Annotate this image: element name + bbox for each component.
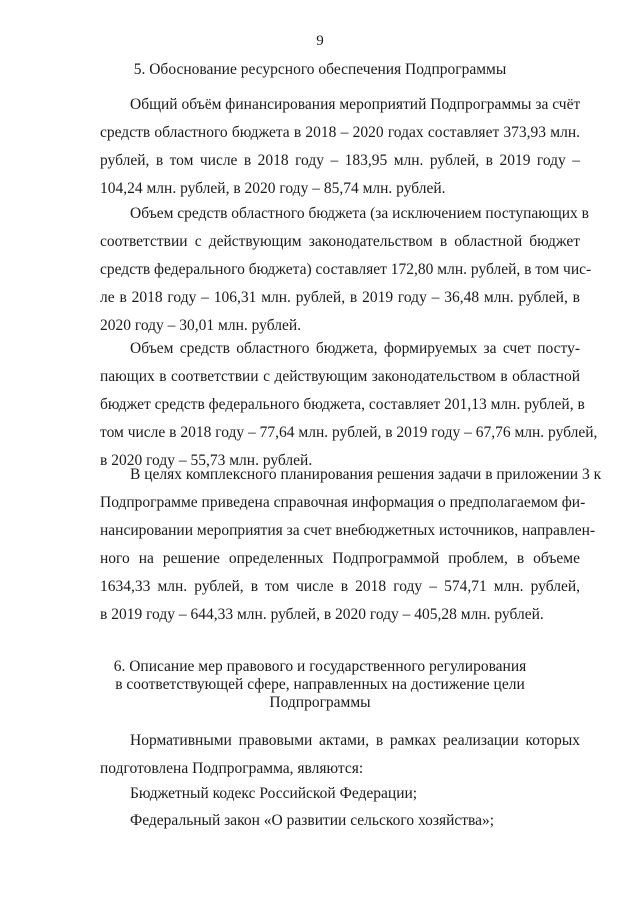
heading-line: Подпрограммы [269,694,371,711]
section-5-heading: 5. Обоснование ресурсного обеспечения Подпрограммы [133,61,507,78]
paragraph-line: 1634,33 млн. рублей, в том числе в 2018 году – 574,71 млн. рублей, [100,578,580,595]
paragraph-line: рублей, в том числе в 2018 году – 183,95 млн. рублей, в 2019 году – [100,152,580,169]
section-6-heading [0,658,640,712]
page-number: 9 [316,33,324,49]
paragraph-line: в 2019 году – 644,33 млн. рублей, в 2020 году – 405,28 млн. рублей. [100,606,544,623]
paragraph-line: средств федерального бюджета) составляет 172,80 млн. рублей, в том чис- [100,261,592,278]
paragraph-line: Подпрограмме приведена справочная информация о предполагаемом фи- [100,494,586,511]
paragraph-line: Общий объём финансирования мероприятий Подпрограммы за счёт [130,96,581,113]
heading-line: в соответствующей сфере, направленных на достижение цели [115,676,525,693]
section-5-paragraph-1 [100,91,580,203]
section-5-paragraph-3 [100,335,598,475]
paragraph-line: Объем средств областного бюджета (за исключением поступающих в [130,205,589,222]
paragraph-line: 2020 году – 30,01 млн. рублей. [100,317,302,334]
section-6-paragraph-3 [100,807,580,835]
heading-line: 6. Описание мер правового и государственного регулирования [113,658,527,675]
paragraph-line: В целях комплексного планирования решения задачи в приложении 3 к [130,466,602,483]
paragraph-line: пающих в соответствии с действующим законодательством в областной [100,368,580,385]
paragraph-line: Бюджетный кодекс Российской Федерации; [130,785,418,802]
paragraph-line: соответствии с действующим законодательством в областной бюджет [100,233,580,250]
paragraph-line: Федеральный закон «О развитии сельского хозяйства»; [130,812,495,829]
paragraph-line: 104,24 млн. рублей, в 2020 году – 85,74 млн. рублей. [100,180,446,197]
paragraph-line: ного на решение определенных Подпрограммой проблем, в объеме [100,550,580,567]
section-5-paragraph-2 [100,200,592,340]
paragraph-line: Нормативными правовыми актами, в рамках реализации которых [130,732,580,749]
paragraph-line: бюджет средств федерального бюджета, составляет 201,13 млн. рублей, в [100,396,585,413]
paragraph-line: средств областного бюджета в 2018 – 2020 годах составляет 373,93 млн. [100,124,580,141]
section-5-paragraph-4 [100,461,602,629]
paragraph-line: Объем средств областного бюджета, формируемых за счет посту- [130,340,580,357]
paragraph-line: том числе в 2018 году – 77,64 млн. рублей, в 2019 году – 67,76 млн. рублей, [100,424,598,441]
paragraph-line: подготовлена Подпрограмма, являются: [100,760,364,777]
section-6-paragraph-1 [100,727,580,783]
section-6-paragraph-2 [100,780,580,808]
paragraph-line: в 2020 году – 55,73 млн. рублей. [100,452,313,469]
paragraph-line: ле в 2018 году – 106,31 млн. рублей, в 2019 году – 36,48 млн. рублей, в [100,289,580,306]
paragraph-line: нансировании мероприятия за счет внебюджетных источников, направлен- [100,522,596,539]
